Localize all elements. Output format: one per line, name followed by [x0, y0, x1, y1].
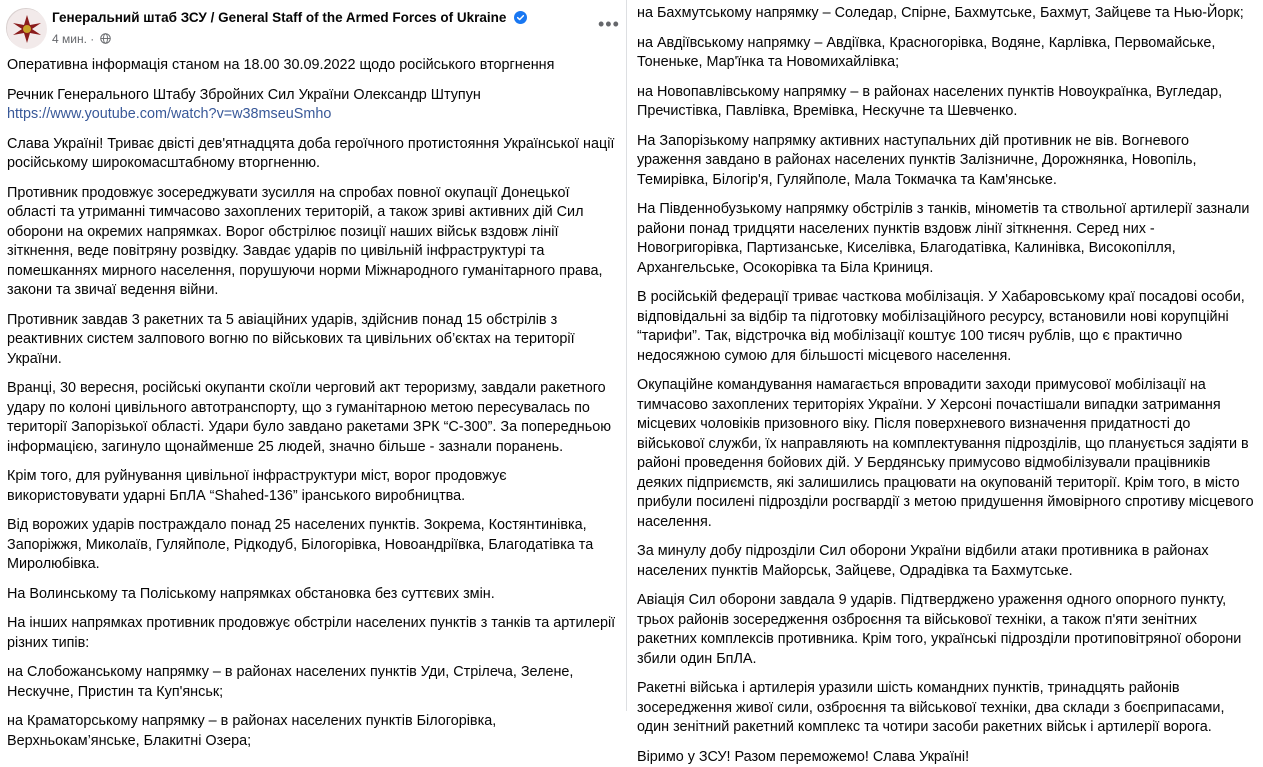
post-paragraph: За минулу добу підрозділи Сил оборони України відбили атаки противника в районах населених пунктів Майорськ, Зайцеве, Одрадівка та Бахмутське. [637, 542, 1257, 581]
post-paragraph: Оперативна інформація станом на 18.00 30.09.2022 щодо російського вторгнення [7, 56, 620, 76]
verified-badge-icon [514, 11, 527, 24]
post-paragraph: Противник продовжує зосереджувати зусилля на спробах повної окупації Донецької області та утриманні тимчасово захоплених територій, а також зриві активних дій Сил оборони на окремих напрямках. Ворог обстрілює позиції наших військ вздовж лінії зіткнення, веде повітряну розвідку. Завдає ударів по цивільній інфраструктурі та помешканнях мирного населення, порушуючи норми Міжнародного гуманітарного права, закони та звичаї ведення війни. [7, 184, 620, 301]
globe-icon [100, 33, 111, 44]
spokesperson-line: Речник Генерального Штабу Збройних Сил України Олександр Штупун [7, 87, 481, 103]
more-options-button[interactable]: ••• [598, 18, 622, 38]
post-paragraph: На Запорізькому напрямку активних наступальних дій противник не вів. Вогневого ураження завдано в районах населених пунктів Залізничне, Дорожнянка, Новопіль, Темирівка, Білогір'я, Гуляйполе, Мала Токмачка та Кам'янське. [637, 132, 1257, 191]
emblem-icon [7, 9, 47, 49]
post-paragraph: на Авдіївському напрямку – Авдіївка, Красногорівка, Водяне, Карлівка, Первомайське, Тоненьке, Мар'їнка та Новомихайлівка; [637, 34, 1257, 73]
avatar[interactable] [6, 8, 46, 48]
post-paragraph: Слава Україні! Триває двісті дев'ятнадцята доба героїчного протистояння Української нації російському широкомасштабному вторгненню. [7, 135, 620, 174]
post-header [0, 0, 626, 56]
post-paragraph: на Слобожанському напрямку – в районах населених пунктів Уди, Стрілеча, Зелене, Нескучне, Пристин та Куп'янськ; [7, 663, 620, 702]
post-paragraph: Ракетні війська і артилерія уразили шість командних пунктів, тринадцять районів зосередження живої сили, озброєння та військової техніки, два склади з боєприпасами, один зенітний ракетний комплекс та чотири засоби ракетних військ і артилерії ворога. [637, 679, 1257, 738]
post-author[interactable] [52, 10, 527, 25]
post-paragraph: На Волинському та Поліському напрямках обстановка без суттєвих змін. [7, 585, 620, 605]
post-paragraph: Противник завдав 3 ракетних та 5 авіаційних ударів, здійснив понад 15 обстрілів з реактивних систем залпового вогню по військових та цивільних об’єктах на території України. [7, 311, 620, 370]
post-paragraph: В російській федерації триває часткова мобілізація. У Хабаровському краї посадові особи, відповідальні за відбір та підготовку мобілізаційного ресурсу, встановили нові корупційні “тарифи”. Так, відстрочка від мобілізації коштує 100 тисяч рублів, що є практично недосяжною сумою для більшості місцевого населення. [637, 288, 1257, 366]
post-paragraph: на Краматорському напрямку – в районах населених пунктів Білогорівка, Верхньокам’янське, Блакитні Озера; [7, 712, 620, 751]
post-paragraph: Вранці, 30 вересня, російські окупанти скоїли черговий акт тероризму, завдали ракетного удару по колоні цивільного автотранспорту, що з гуманітарною метою пересувалась по території Запорізької області. Удари було завдано ракетами ЗРК “С-300”. За попередньою інформацією, загинуло щонайменше 25 людей, значно більше - зазнали поранень. [7, 379, 620, 457]
post-text-right [637, 0, 1263, 767]
post-paragraph: На Південнобузькому напрямку обстрілів з танків, мінометів та ствольної артилерії зазнали райони понад тридцяти населених пунктів вздовж лінії зіткнення. Серед них - Новогригорівка, Партизанське, Киселівка, Благодатівка, Калинівка, Високопілля, Архангельське, Осокорівка та Біла Криниця. [637, 200, 1257, 278]
post-paragraph: Від ворожих ударів постраждало понад 25 населених пунктів. Зокрема, Костянтинівка, Запоріжжя, Миколаїв, Гуляйполе, Рідкодуб, Білогорівка, Новоандріївка, Благодатівка та Миролюбівка. [7, 516, 620, 575]
post-paragraph: Окупаційне командування намагається впровадити заходи примусової мобілізації на тимчасово захоплених територіях України. У Херсоні почастішали випадки затримання місцевих чоловіків призовного віку. Після поверхневого визначення придатності до військової служби, їх направляють на комплектування підрозділів, що планується задіяти в районі проведення бойових дій. У Бердянську примусово відмобілізували працівників деяких підприємств, які залишились працювати на окупованій території. Крім того, в місто прибули посилені підрозділи росгвардії з метою придушення ймовірного спротиву місцевого населення. [637, 376, 1257, 532]
post-paragraph: Крім того, для руйнування цивільної інфраструктури міст, ворог продовжує використовувати ударні БпЛА “Shahed-136” іранського виробництва. [7, 467, 620, 506]
post-author-name[interactable]: Генеральний штаб ЗСУ / General Staff of the Armed Forces of Ukraine [52, 10, 506, 25]
post-time[interactable]: 4 мин. [52, 32, 87, 46]
post-meta: 4 мин. · [52, 32, 111, 46]
post-paragraph: на Бахмутському напрямку – Соледар, Спірне, Бахмутське, Бахмут, Зайцеве та Нью-Йорк; [637, 4, 1257, 24]
post-paragraph: на Новопавлівському напрямку – в районах населених пунктів Новоукраїнка, Вугледар, Пречистівка, Павлівка, Времівка, Нескучне та Шевченко. [637, 83, 1257, 122]
post-paragraph [7, 86, 620, 125]
post-paragraph: Авіація Сил оборони завдала 9 ударів. Підтверджено ураження одного опорного пункту, трьох районів зосередження озброєння та військової техніки, а також п'яти зенітних ракетних комплексів противника. Крім того, українські підрозділи протиповітряної оборони збили один БпЛА. [637, 591, 1257, 669]
post-left-column [0, 0, 626, 711]
post-paragraph: Віримо у ЗСУ! Разом переможемо! Слава Україні! [637, 748, 1257, 767]
post-text-left [0, 56, 626, 751]
post-paragraph: На інших напрямках противник продовжує обстріли населених пунктів з танків та артилерії різних типів: [7, 614, 620, 653]
post-right-column [626, 0, 1263, 711]
youtube-link[interactable]: https://www.youtube.com/watch?v=w38mseuSmho [7, 106, 331, 122]
